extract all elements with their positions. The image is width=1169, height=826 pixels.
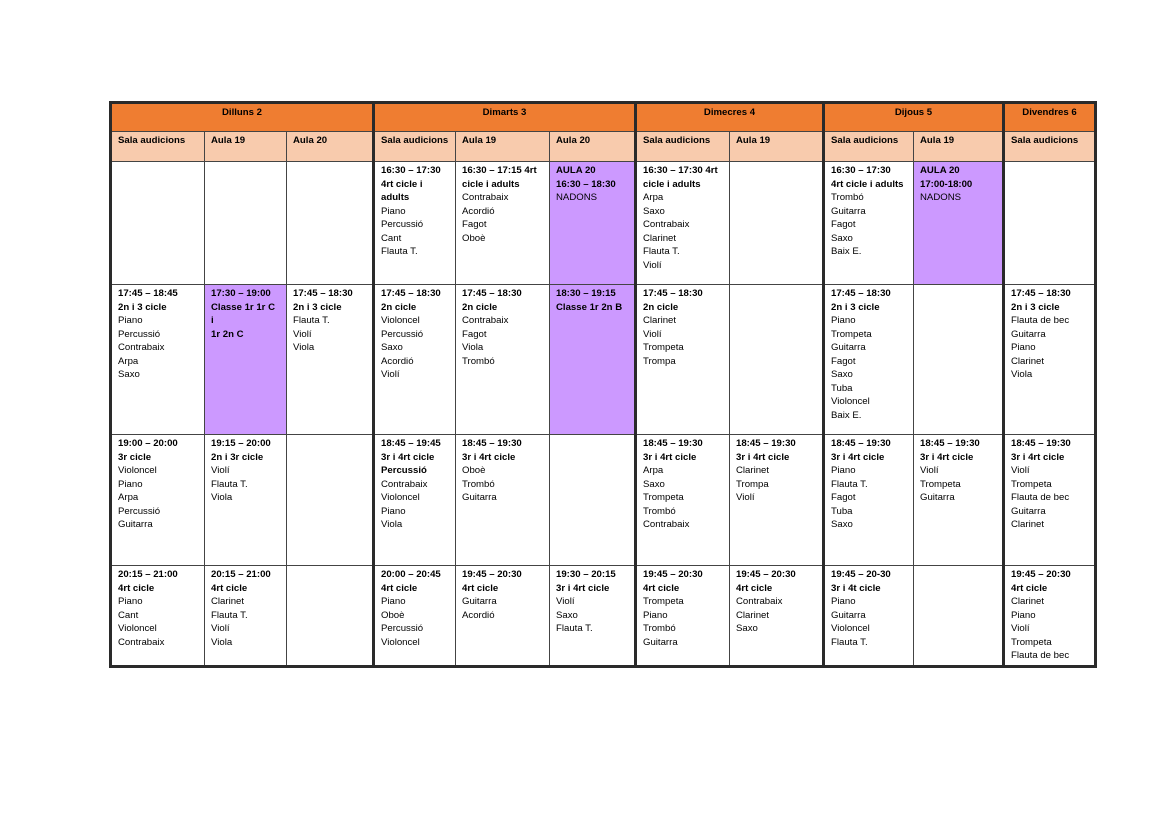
- slot-time: 19:00 – 20:00: [118, 438, 178, 449]
- schedule-cell: [824, 566, 914, 667]
- instrument-item: Trompa: [643, 355, 676, 367]
- instrument-item: Violí: [643, 259, 662, 271]
- instrument-item: Arpa: [643, 465, 664, 476]
- instrument-item: Flauta T.: [211, 609, 248, 621]
- slot-time: 17:45 – 18:45: [118, 288, 178, 299]
- instrument-item: Violoncel: [381, 636, 420, 648]
- slot-time: 18:45 – 19:30: [831, 438, 891, 449]
- instrument-item: NADONS: [556, 192, 598, 203]
- instrument-item: Flauta T.: [381, 246, 418, 257]
- instrument-item: Trompa: [736, 478, 769, 490]
- schedule-cell: [636, 566, 730, 667]
- instrument-item: Clarinet: [1011, 355, 1045, 367]
- instrument-item: Piano: [381, 205, 406, 217]
- schedule-cell: [287, 285, 374, 435]
- schedule-cell: [914, 162, 1004, 285]
- slot-time: 18:45 – 19:30: [643, 438, 703, 449]
- schedule-cell: [111, 566, 205, 667]
- instrument-item: Viola: [211, 636, 233, 648]
- schedule-cell: [374, 566, 456, 667]
- room-header: Aula 19: [205, 132, 287, 162]
- schedule-row: [111, 285, 1096, 435]
- schedule-cell: [111, 435, 205, 566]
- schedule-cell: [914, 566, 1004, 667]
- schedule-cell: [205, 435, 287, 566]
- instrument-item: Saxo: [381, 342, 403, 353]
- instrument-item: Violí: [643, 328, 662, 340]
- instrument-item: Violoncel: [831, 396, 870, 407]
- room-header: Sala audicions: [1004, 132, 1096, 162]
- slot-time: 17:45 – 18:30: [1011, 288, 1071, 299]
- instrument-item: Violí: [1011, 465, 1030, 476]
- slot-time: 18:45 – 19:30: [736, 438, 796, 449]
- slot-level: 4rt cicle: [211, 582, 248, 594]
- slot-level: 4rt cicle: [643, 582, 680, 594]
- instrument-item: Guitarra: [462, 492, 497, 503]
- slot-time: 17:30 – 19:00 Classe 1r 1r C i 1r 2n C: [211, 288, 275, 340]
- slot-level: 3r i 4rt cicle: [920, 451, 974, 463]
- slot-level: 2n cicle: [462, 301, 498, 313]
- room-header: Aula 19: [914, 132, 1004, 162]
- day-header-tuesday: Dimarts 3: [374, 103, 636, 132]
- slot-level: 2n i 3 cicle: [118, 301, 167, 313]
- instrument-item: Acordió: [462, 205, 495, 217]
- schedule-cell: [374, 162, 456, 285]
- slot-level: 3r i 4rt cicle: [556, 582, 610, 594]
- schedule-cell: [550, 162, 636, 285]
- slot-level: 2n cicle: [381, 301, 417, 313]
- instrument-item: Trombó: [643, 623, 676, 634]
- instrument-item: Arpa: [118, 492, 139, 503]
- instrument-item: Piano: [831, 596, 856, 607]
- schedule-cell: [730, 566, 824, 667]
- schedule-cell: [1004, 566, 1096, 667]
- slot-time: 18:45 – 19:30: [1011, 438, 1071, 449]
- instrument-item: Percussió: [118, 505, 161, 517]
- instrument-item: Violí: [556, 596, 575, 607]
- slot-time: 17:45 – 18:30: [831, 288, 891, 299]
- schedule-cell: [456, 566, 550, 667]
- instrument-item: Baix E.: [831, 246, 862, 257]
- instrument-item: Piano: [381, 596, 406, 607]
- room-header: Aula 19: [730, 132, 824, 162]
- instrument-item: Acordió: [381, 355, 414, 367]
- day-header-row: [111, 103, 1096, 132]
- schedule-cell: [550, 566, 636, 667]
- instrument-item: Violí: [381, 369, 400, 380]
- instrument-item: Contrabaix: [643, 519, 690, 530]
- instrument-item: Trombó: [643, 505, 676, 517]
- instrument-item: Violoncel: [381, 492, 420, 503]
- instrument-item: Guitarra: [462, 596, 497, 607]
- instrument-item: Flauta T.: [211, 478, 248, 490]
- instrument-item: Trompeta: [920, 478, 961, 490]
- slot-time: 19:45 – 20:30: [1011, 569, 1071, 580]
- instrument-item: Fagot: [462, 328, 487, 340]
- instrument-item: Piano: [118, 478, 143, 490]
- instrument-item: Contrabaix: [643, 219, 690, 230]
- instrument-item: Clarinet: [736, 609, 770, 621]
- schedule-cell: [287, 435, 374, 566]
- instrument-item: Saxo: [556, 609, 578, 621]
- instrument-item: Piano: [118, 315, 143, 326]
- slot-time: 19:15 – 20:00: [211, 438, 271, 449]
- instrument-item: Violí: [211, 623, 230, 634]
- instrument-item: Contrabaix: [381, 478, 428, 490]
- slot-time: 17:45 – 18:30: [381, 288, 441, 299]
- instrument-item: Saxo: [831, 519, 853, 530]
- instrument-item: Oboè: [381, 609, 405, 621]
- slot-level: 2n i 3 cicle: [1011, 301, 1060, 313]
- schedule-row: [111, 566, 1096, 667]
- instrument-item: Viola: [381, 519, 403, 530]
- instrument-item: Trompeta: [643, 342, 684, 353]
- instrument-item: Piano: [831, 315, 856, 326]
- slot-level: 4rt cicle: [1011, 582, 1048, 594]
- instrument-item: Fagot: [831, 492, 856, 503]
- slot-time: 20:15 – 21:00: [118, 569, 178, 580]
- slot-level: 2n i 3 cicle: [293, 301, 342, 313]
- schedule-cell: [914, 435, 1004, 566]
- instrument-item: Saxo: [118, 369, 140, 380]
- instrument-item: Fagot: [831, 355, 856, 367]
- schedule-cell: [636, 162, 730, 285]
- schedule-cell: [730, 162, 824, 285]
- instrument-item: Tuba: [831, 505, 853, 517]
- room-header: Sala audicions: [111, 132, 205, 162]
- instrument-item: Trompeta: [643, 492, 684, 503]
- room-header: Sala audicions: [374, 132, 456, 162]
- instrument-item: Violí: [736, 492, 755, 503]
- instrument-item: Clarinet: [643, 232, 677, 244]
- slot-time: 19:30 – 20:15: [556, 569, 616, 580]
- schedule-cell: [550, 435, 636, 566]
- instrument-item: Violoncel: [831, 623, 870, 634]
- instrument-item: Clarinet: [1011, 519, 1045, 530]
- instrument-item: Saxo: [831, 232, 853, 244]
- instrument-item: Piano: [118, 596, 143, 607]
- schedule-row: [111, 435, 1096, 566]
- slot-level: 4rt cicle i adults: [381, 178, 423, 203]
- instrument-item: Violí: [1011, 623, 1030, 634]
- instrument-item: Viola: [293, 342, 315, 353]
- instrument-item: Piano: [643, 609, 668, 621]
- day-header-monday: Dilluns 2: [111, 103, 374, 132]
- instrument-item: Trombó: [462, 355, 495, 367]
- instrument-item: Trombó: [831, 192, 864, 203]
- slot-level: 4rt cicle: [736, 582, 773, 594]
- schedule-cell: [205, 566, 287, 667]
- instrument-item: Clarinet: [211, 596, 245, 607]
- schedule-cell: [636, 435, 730, 566]
- slot-level: 3r i 4t cicle: [831, 582, 881, 594]
- schedule-cell: [1004, 285, 1096, 435]
- slot-level: 3r i 4rt cicle: [643, 451, 697, 463]
- slot-time: 17:45 – 18:30: [462, 288, 522, 299]
- instrument-item: Violoncel: [118, 623, 157, 634]
- slot-level: 4rt cicle: [118, 582, 155, 594]
- instrument-item: Trompeta: [643, 596, 684, 607]
- slot-time: AULA 20 16:30 – 18:30: [556, 165, 616, 190]
- instrument-item: Viola: [1011, 369, 1033, 380]
- instrument-item: Saxo: [831, 369, 853, 380]
- schedule-cell: [287, 566, 374, 667]
- instrument-item: Clarinet: [643, 315, 677, 326]
- instrument-item: Guitarra: [643, 636, 678, 648]
- room-header: Aula 20: [550, 132, 636, 162]
- room-header: Aula 20: [287, 132, 374, 162]
- slot-level: 2n cicle: [643, 301, 679, 313]
- instrument-item: Percussió: [381, 219, 424, 230]
- instrument-item: Fagot: [462, 219, 487, 230]
- instrument-item: Flauta T.: [831, 636, 868, 648]
- schedule-cell: [111, 162, 205, 285]
- instrument-item: Contrabaix: [118, 636, 165, 648]
- slot-time: 16:30 – 17:30: [831, 165, 891, 176]
- schedule-cell: [456, 162, 550, 285]
- instrument-item: Percussió: [381, 623, 424, 634]
- instrument-item: Guitarra: [831, 342, 866, 353]
- slot-level: 3r i 4rt cicle Percussió: [381, 451, 435, 476]
- instrument-item: Oboè: [462, 232, 486, 244]
- slot-time: 20:00 – 20:45: [381, 569, 441, 580]
- instrument-item: Contrabaix: [462, 192, 509, 203]
- instrument-item: Guitarra: [831, 609, 866, 621]
- instrument-item: Oboè: [462, 465, 486, 476]
- instrument-item: Guitarra: [831, 205, 866, 217]
- slot-time: 19:45 – 20:30: [462, 569, 522, 580]
- instrument-item: Flauta T.: [293, 315, 330, 326]
- schedule-cell: [824, 435, 914, 566]
- schedule-row: [111, 162, 1096, 285]
- instrument-item: Saxo: [736, 623, 758, 634]
- slot-level: 3r i 4rt cicle: [1011, 451, 1065, 463]
- slot-time: 18:45 – 19:30: [462, 438, 522, 449]
- instrument-item: Violí: [293, 328, 312, 340]
- day-header-friday: Divendres 6: [1004, 103, 1096, 132]
- slot-time: 17:45 – 18:30: [293, 288, 353, 299]
- slot-time: 18:30 – 19:15 Classe 1r 2n B: [556, 288, 623, 313]
- instrument-item: Contrabaix: [462, 315, 509, 326]
- day-header-thursday: Dijous 5: [824, 103, 1004, 132]
- instrument-item: Guitarra: [1011, 328, 1046, 340]
- instrument-item: Clarinet: [1011, 596, 1045, 607]
- slot-level: 3r i 4rt cicle: [736, 451, 790, 463]
- instrument-item: Arpa: [643, 192, 664, 203]
- schedule-cell: [456, 285, 550, 435]
- instrument-item: Piano: [1011, 609, 1036, 621]
- schedule-cell: [914, 285, 1004, 435]
- day-header-wednesday: Dimecres 4: [636, 103, 824, 132]
- instrument-item: Piano: [831, 465, 856, 476]
- instrument-item: Baix E.: [831, 409, 862, 421]
- instrument-item: Acordió: [462, 609, 495, 621]
- schedule-cell: [824, 162, 914, 285]
- slot-time: AULA 20 17:00-18:00: [920, 165, 973, 190]
- instrument-item: Piano: [1011, 342, 1036, 353]
- slot-level: 4rt cicle: [462, 582, 499, 594]
- instrument-item: Flauta T.: [831, 478, 868, 490]
- instrument-item: Contrabaix: [118, 342, 165, 353]
- instrument-item: NADONS: [920, 192, 962, 203]
- slot-level: 4rt cicle i adults: [831, 178, 904, 190]
- schedule-cell: [111, 285, 205, 435]
- schedule-cell: [205, 162, 287, 285]
- instrument-item: Guitarra: [920, 492, 955, 503]
- instrument-item: Cant: [381, 232, 402, 244]
- instrument-item: Tuba: [831, 382, 853, 394]
- instrument-item: Violoncel: [381, 315, 420, 326]
- schedule-cell: [287, 162, 374, 285]
- slot-time: 16:30 – 17:30: [381, 165, 441, 176]
- instrument-item: Percussió: [118, 328, 161, 340]
- schedule-cell: [730, 285, 824, 435]
- slot-time: 17:45 – 18:30: [643, 288, 703, 299]
- instrument-item: Trompeta: [1011, 636, 1052, 648]
- instrument-item: Flauta de bec: [1011, 650, 1070, 661]
- slot-time: 18:45 – 19:45: [381, 438, 441, 449]
- instrument-item: Trompeta: [1011, 478, 1052, 490]
- instrument-item: Viola: [462, 342, 484, 353]
- instrument-item: Flauta de bec: [1011, 315, 1070, 326]
- instrument-item: Violí: [920, 465, 939, 476]
- schedule-cell: [374, 285, 456, 435]
- slot-level: 4rt cicle: [381, 582, 418, 594]
- slot-level: 3r cicle: [118, 451, 152, 463]
- schedule-cell: [636, 285, 730, 435]
- instrument-item: Saxo: [643, 478, 665, 490]
- slot-time: 19:45 – 20-30: [831, 569, 891, 580]
- room-header: Aula 19: [456, 132, 550, 162]
- instrument-item: Trombó: [462, 478, 495, 490]
- schedule-cell: [456, 435, 550, 566]
- slot-level: 3r i 4rt cicle: [831, 451, 885, 463]
- room-header: Sala audicions: [636, 132, 730, 162]
- instrument-item: Saxo: [643, 205, 665, 217]
- schedule-cell: [1004, 435, 1096, 566]
- schedule-cell: [205, 285, 287, 435]
- slot-time: 16:30 – 17:30 4rt cicle i adults: [643, 165, 718, 190]
- schedule-cell: [730, 435, 824, 566]
- instrument-item: Trompeta: [831, 328, 872, 340]
- schedule-table: [109, 101, 1097, 668]
- instrument-item: Fagot: [831, 219, 856, 230]
- instrument-item: Flauta T.: [643, 246, 680, 257]
- schedule-cell: [550, 285, 636, 435]
- instrument-item: Piano: [381, 505, 406, 517]
- instrument-item: Clarinet: [736, 465, 770, 476]
- slot-level: 3r i 4rt cicle: [462, 451, 516, 463]
- slot-level: 2n i 3 cicle: [831, 301, 880, 313]
- instrument-item: Percussió: [381, 328, 424, 340]
- instrument-item: Guitarra: [118, 519, 153, 530]
- slot-time: 18:45 – 19:30: [920, 438, 980, 449]
- schedule-cell: [374, 435, 456, 566]
- slot-time: 19:45 – 20:30: [643, 569, 703, 580]
- schedule-cell: [824, 285, 914, 435]
- instrument-item: Guitarra: [1011, 505, 1046, 517]
- schedule-cell: [1004, 162, 1096, 285]
- slot-level: 2n i 3r cicle: [211, 451, 264, 463]
- slot-time: 19:45 – 20:30: [736, 569, 796, 580]
- room-header-row: [111, 132, 1096, 162]
- instrument-item: Cant: [118, 609, 139, 621]
- instrument-item: Contrabaix: [736, 596, 783, 607]
- instrument-item: Violí: [211, 465, 230, 476]
- slot-time: 16:30 – 17:15 4rt cicle i adults: [462, 165, 537, 190]
- room-header: Sala audicions: [824, 132, 914, 162]
- schedule-slots: [111, 162, 1096, 667]
- instrument-item: Viola: [211, 492, 233, 503]
- instrument-item: Violoncel: [118, 465, 157, 476]
- instrument-item: Flauta de bec: [1011, 492, 1070, 503]
- slot-time: 20:15 – 21:00: [211, 569, 271, 580]
- instrument-item: Arpa: [118, 355, 139, 367]
- instrument-item: Flauta T.: [556, 623, 593, 634]
